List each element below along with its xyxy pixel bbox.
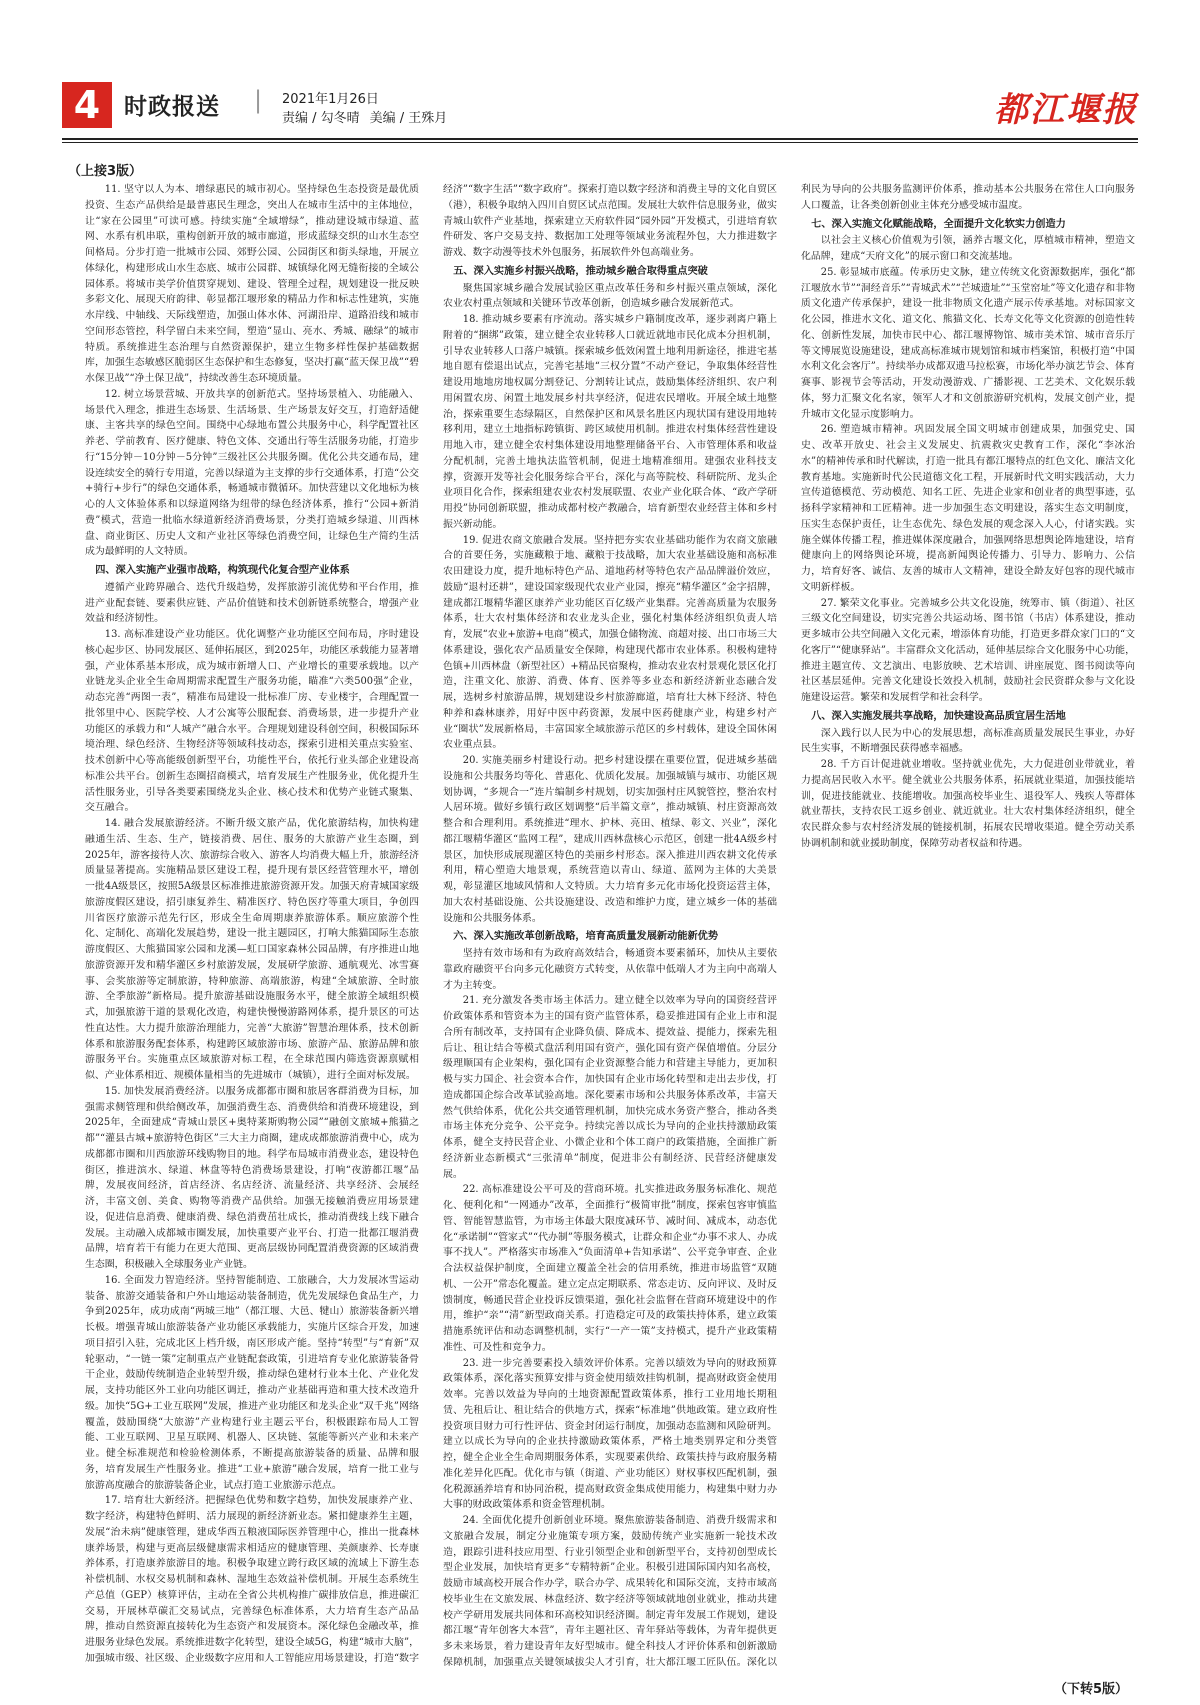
- paragraph: 18. 推动城乡要素有序流动。落实城乡户籍制度改革，逐步剥离户籍上附着的“捆绑”政策，建立健全农业转移人口就近就地市民化成本分担机制，引导农业转移人口落户城镇。探索城乡低效闲置土地利用新途径，推进宅基地自愿有偿退出试点，完善宅基地“三权分置”不动产登记，争取集体经营性建设用地地房地权属分割登记、分割转让试点，鼓励集体经济组织、农户利用闲置农房、闲置土地发展乡村共享经济，促进农民增收。开展全域土地整治，探索重要生态绿隔区，自然保护区和风景名胜区内现状国有建设用地转移利用，建立土地指标跨镇街、跨区域使用机制。推进农村集体经营性建设用地入市，建立健全农村集体建设用地整理储备平台、入市管理体系和收益分配机制，完善土地执法监管机制，促进土地精准细用。建强农业科技支撑，资源开发等社会化服务综合平台，深化与高等院校、科研院所、龙头企业项目化合作，探索组建农业农村发展联盟、农业产业化联合体、“政产学研用投”协同创新联盟，推动成都村校产教融合，培育新型农业经营主体和乡村振兴新动能。: [443, 314, 777, 530]
- paragraph: 13. 高标准建设产业功能区。优化调整产业功能区空间布局，序时建设核心起步区、协同发展区、延伸拓展区，到2025年，功能区承载能力显著增强，产业体系基本形成，成为城市新增人口、产业增长的重要承载地。以产业链龙头企业全生命周期需求配置生产服务功能，瞄准“六类500强”企业，动态完善“两图一表”，精准布局建设一批标准厂房、专业楼宇，合理配置一批邻里中心、医院学校、人才公寓等公服配套、消费场景，进一步提升产业功能区的承载力和“人城产”融合水平。合理规划建设科创空间，积极国际环境治理、绿色经济、生物经济等领域科技动态，探索引进相关重点实验室、技术创新中心等高能级创新型平台，功能性平台，依托行业头部企业建设高标准公共平台。创新生态圈招商模式，培育发展生产性服务业，优化提升生活性服务业，引导各类要素围绕龙头企业、核心技术和优势产业链式聚集、交互融合。: [85, 629, 419, 814]
- paragraph: 28. 千方百计促进就业增收。坚持就业优先，大力促进创业带就业，着力提高居民收入水平。健全就业公共服务体系，拓展就业渠道，加强技能培训，促进技能就业、技能增收。加强高校毕业生、退役军人、残疾人等群体就业帮扶，支持农民工返乡创业、就近就业。壮大农村集体经济组织，健全农民群众参与农村经济发展的链接机制，拓展农民增收渠道。健全劳动关系协调机制和就业援助制度，保障劳动者权益和待遇。: [801, 759, 1135, 849]
- page-number: 4: [62, 82, 112, 128]
- section-heading: 六、深入实施改革创新战略，培育高质量发展新动能新优势: [453, 931, 719, 943]
- paragraph: 遵循产业跨界融合、迭代升级趋势，发挥旅游引流优势和平台作用，推进产业配套链、要素供应链、产品价值链和技术创新链系统整合，增强产业效益和经济韧性。: [85, 581, 419, 625]
- paragraph: 19. 促进农商文旅融合发展。坚持把夯实农业基础功能作为农商文旅融合的首要任务，实施藏粮于地、藏粮于技战略，加大农业基础设施和高标准农田建设力度，提升地标特色产品、道地药材等特色农产品品牌溢价效应，鼓励“退村还耕”，建设国家级现代农业产业园，擦亮“精华灌区”金字招牌，建成都江堰精华灌区康养产业功能区百亿级产业集群。完善高质量为农服务体系，壮大农村集体经济和农业龙头企业，强化村集体经济组织负责人培育，发展“农业+旅游+电商”模式，加强仓储物流、商超对接、出口市场三大体系建设，强化农产品质量安全保障，构建现代都市农业体系。积极构建特色镇+川西林盘（新型社区）+精品民宿聚构，推动农业农村景观化景区化打造，注重文化、旅游、消费、体育、医养等多业态和新经济新业态融合发展，选树乡村旅游品牌，规划建设乡村旅游廊道，培育壮大林下经济、特色种养和森林康养，用好中医中药资源，发展中医药健康产业，构建乡村产业“圈状”发展新格局，丰富国家全域旅游示范区的乡村载体，建设全国休闲农业重点县。: [443, 534, 777, 751]
- header-rule-thin: [62, 142, 1138, 143]
- article-body: [85, 182, 1135, 1672]
- issue-date: 2021年1月26日: [282, 92, 379, 107]
- paragraph: 17. 培育壮大新经济。把握绿色优势和数字趋势，加快发展康养产业、数字经济，构建特色鲜明、活力展现的新经济新业态。紧扣健康养生主题，发展“治未病”健康管理，建成华西五粮液国际医养管理中心，推出一批森林康养场景，构建与更高层级健康需求相适应的健康管理、美颜康养、长寿康养体系，打造康养旅游目的地。积极争取建立跨行政区域的流域上下游生态补偿机制、水权交易机制和森林、湿地生态效益补偿机制。开展生态系统生产总值（GEP）核算评估，主动在全省公共机构推广碳排放信息，推进碳汇交易，开展林草碳汇交易试点，完善绿色标准体系，大力培育生态产品品牌，推动自然资源直接转化为生态资产和发展资本。深化绿色金融改革，推进服务业绿色发展。系统推进数字化转型，建设全域5G，构建“城市大脑”，加强城市级、社区级、企业级数字应用和人工智能应用场景建设，打造“数字经济”“数字生活”“数字政府”。探索打造以数字经济和消费主导的文化自贸区（港），积极争取纳入四川自贸区试点范围。发展壮大软件信息服务业，做实青城山软件产业基地，探索建立天府软件园“园外园”开发模式，引进培育软件研发、客户交易支持、数据加工处理等领域业务流程外包，大力推进数字游戏、数字动漫等技术外包服务，拓展软件外包高端业务。: [85, 184, 777, 1664]
- paragraph: 20. 实施美丽乡村建设行动。把乡村建设摆在重要位置，促进城乡基础设施和公共服务均等化、普惠化、优质化发展。加强城镇与城市、功能区规划协调，“多规合一”连片编制乡村规划，切实加强村庄风貌管控，整治农村人居环境。做好乡镇行政区划调整“后半篇文章”，推动城镇、村庄资源高效整合和合理利用。系统推进“理水、护林、亮田、植绿、彰文、兴业”，深化都江堰精华灌区“监网工程”，建成川西林盘核心示范区，创建一批4A级乡村景区，加快形成展现灌区特色的美丽乡村形态。深入推进川西农耕文化传承利用，精心塑造大地景观，系统营造以青山、绿道、蓝网为主体的大美景观，彰显灌区地域风情和人文特质。大力培育多元化市场化投资运营主体，加大农村基础设施、公共设施建设、改造和维护力度，建立城乡一体的基础设施和公共服务体系。: [443, 755, 777, 924]
- paragraph: 深入践行以人民为中心的发展思想，高标准高质量发展民生事业，办好民生实事，不断增强民获得感幸福感。: [801, 727, 1135, 755]
- editor-credit: 责编 / 勾冬晴: [282, 111, 360, 126]
- paragraph: 以社会主义核心价值观为引领，涵养古堰文化，厚植城市精神，塑造文化品牌，建成“天府文化”的展示窗口和交流基地。: [801, 235, 1135, 262]
- paragraph: 11. 坚守以人为本、增绿惠民的城市初心。坚持绿色生态投资是最优质投资、生态产品供给是最普惠民生理念，突出人在城市生活中的主体地位，让“家在公园里”可读可感。持续实施“全域增绿”，推动建设城市绿道、蓝网、水系有机串联，重构创新开放的城市廊道，形成蓝绿交织的山水生态空间格局。分步打造一批城市公园、郊野公园、公园街区和街头绿地，开展立体绿化，构建形成山水生态底、城市公园群、城镇绿化网无缝衔接的全域公园体系。将城市美学价值贯穿规划、建设、管理全过程，规划建设一批反映多彩文化、展现天府韵律、彰显都江堰形象的精品力作和标志性建筑，实施水岸线、中轴线、天际线塑造，加强山体水体、河湖沿岸、道路沿线和城市空间形态管控，科学留白未来空间，塑造“显山、亮水、秀城、融绿”的城市特质。系统推进生态治理与自然资源保护，建立生物多样性保护基础数据库，加强生态敏感区脆弱区生态保护和生态修复，坚决打赢“蓝天保卫战”“碧水保卫战”“净土保卫战”，持续改善生态环境质量。: [85, 184, 419, 384]
- section-heading: 五、深入实施乡村振兴战略，推动城乡融合取得重点突破: [453, 265, 708, 277]
- paragraph: 聚焦国家城乡融合发展试验区重点改革任务和乡村振兴重点领域，深化农业农村重点领域和关键环节改革创新，创造城乡融合发展新范式。: [443, 282, 777, 310]
- paragraph: 24. 全面优化提升创新创业环境。聚焦旅游装备制造、消费升级需求和文旅融合发展，制定分业施策专项方案，鼓励传统产业实施新一轮技术改造，跟踪引进科技应用型、行业引领型企业和创新型平台，支持初创型成长型企业发展，加快培育更多“专精特新”企业。积极引进国际国内知名高校，鼓励市域高校开展合作办学，联合办学、成果转化和国际交流，支持市域高校毕业生在文旅发展、林盘经济、数字经济等领域就地创业就业，推动共建校产学研用发展共同体和环高校知识经济圈。制定青年发展工作规划，建设都江堰“青年创客大本营”，青年主题社区、青年驿站等载体，为青年提供更多未来场景，着力建设青年友好型城市。健全科技人才评价体系和创新激励保障机制，加强重点关键领域拔尖人才引育，壮大都江堰工匠队伍。深化以利民为导向的公共服务监测评价体系，推动基本公共服务在常住人口向服务人口覆盖，让各类创新创业主体充分感受城市温度。: [443, 184, 1135, 1668]
- section-heading: 四、深入实施产业强市战略，构筑现代化复合型产业体系: [95, 565, 350, 576]
- header-rule: [62, 138, 1138, 140]
- paragraph: 25. 彰显城市底蕴。传承历史文脉，建立传统文化资源数据库，强化“都江堰放水节”“洞经音乐”“青城武术”“芒城遗址”“玉堂窑址”等文化遗存和非物质文化遗产传承保护，建设一批非物质文化遗产展示传承基地。对标国家文化公园，推进水文化、道文化、熊猫文化、长寿文化等文化资源的创造性转化、创新性发展，加快市民中心、都江堰博物馆、城市美术馆、城市音乐厅等文博展览设施建设，建成高标准城市规划馆和城市档案馆，积极打造“中国水利文化会客厅”。持续举办成都双遗马拉松赛，市场化举办演艺节会、体育赛事、影视节会等活动，开发动漫游戏、广播影视、工艺美术、文化娱乐载体，努力汇聚文化名家，领军人才和文创旅游研究机构，发展文创产业，提升城市文化显示度影响力。: [801, 266, 1135, 420]
- paragraph: 12. 树立场景营城、开放共享的创新范式。坚持场景植入、功能融入、场景代入理念，推进生态场景、生活场景、生产场景友好交互，打造舒适健康、主客共享的绿色空间。围绕中心绿地布置公共服务中心，科学配置社区养老、学前教育、医疗健康、特色文体、交通出行等生活服务功能，打造步行“15分钟－10分钟－5分钟”三级社区公共服务圈。优化公共交通布局，建设连续安全的骑行专用道，完善以绿道为主支撑的步行交通体系，打造“公交+骑行+步行”的绿色交通体系，畅通城市微循环。加快营建以文化地标为核心的人文体验体系和以绿道网络为纽带的绿色经济体系，推行“公园+新消费”模式，营造一批临水绿道新经济消费场景，分类打造城乡绿道、川西林盘、商业街区、历史人文和产业社区等绿色消费空间，让绿色生产简约生活成为最鲜明的人文特质。: [85, 388, 419, 558]
- designer-credit: 美编 / 王殊月: [369, 111, 448, 126]
- paragraph: 27. 繁荣文化事业。完善城乡公共文化设施，统筹市、镇（街道）、社区三级文化空间建设，切实完善公共运动场、图书馆（书店）体系建设，推动更多城市公共空间融入文化元素，增添体育功能，打造更多群众家门口的“文化客厅”“健康驿站”。丰富群众文化活动，延伸基层综合文化服务中心功能，推进主题宣传、文艺演出、电影放映、艺术培训、讲座展览、图书阅读等向社区基层延伸。完善文化建设长效投入机制，鼓励社会民资群众参与文化设施建设运营。繁荣和发展哲学和社会科学。: [801, 597, 1135, 703]
- paragraph: 14. 融合发展旅游经济。不断升级文旅产品，优化旅游结构，加快构建融通生活、生态、生产，链接消费、居住、服务的大旅游产业生态圈，到2025年，游客接待人次、旅游综合收入、游客人均消费大幅上升，旅游经济质量显著提高。实施精品景区建设工程，提升现有景区经营管理水平，增创一批4A级景区，按照5A级景区标准推进旅游资源开发。加强天府青城国家级旅游度假区建设，招引康复养生、精准医疗、特色医疗等重大项目，争创四川省医疗旅游示范先行区，形成全生命周期康养旅游体系。顺应旅游个性化、定制化、高端化发展趋势，建设一批主题园区，打响大熊猫国际生态旅游度假区、大熊猫国家公园和龙溪—虹口国家森林公园品牌，有序推进山地旅游资源开发和精华灌区乡村旅游发展，发展研学旅游、通航观光、冰雪赛事、会奖旅游等定制旅游，特种旅游、高端旅游，构建“全域旅游、全时旅游、全季旅游”新格局。提升旅游基础设施服务水平，健全旅游全域组织模式，加强旅游干道的景观化改造，构建快慢慢游路网体系，提升景区的可达性直达性。大力提升旅游治理能力，完善“大旅游”智慧治理体系，技术创新体系和旅游服务配套体系，构建跨区域旅游市场、旅游产品、旅游品牌和旅游服务平台。实施重点区域旅游对标工程，在全球范围内筛选资源禀赋相似、产业体系相近、规模体量相当的先进城市（城镇），进行全面对标发展。: [85, 818, 419, 1081]
- paragraph: 15. 加快发展消费经济。以服务成都都市圈和旅居客群消费为目标，加强需求侧管理和供给侧改革，加强消费生态、消费供给和消费环境建设，到2025年，全面建成“青城山景区+奥特莱斯购物公园”“融创文旅城+熊猫之都”“灌县古城+旅游特色街区”三大主力商圈，建成成都旅游消费中心，成为成都都市圈和川西旅游环线购物目的地。科学布局城市消费业态，建设特色街区，推进滨水、绿道、林盘等特色消费场景建设，打响“夜游都江堰”品牌，发展夜间经济，首店经济、名店经济、流量经济、共享经济、会展经济，丰富文创、美食、购物等消费产品供给。加强无接触消费应用场景建设，促进信息消费、健康消费、绿色消费茁壮成长，推动消费线上线下融合发展。主动融入成都城市圈发展，加快重要产业平台、打造一批都江堰消费品牌，培育若干有能力在更大范围、更高层级协同配置消费资源的区域消费生态圈，积极融入全球服务业产业链。: [85, 1085, 419, 1270]
- section-heading: 七、深入实施文化赋能战略，全面提升文化软实力创造力: [811, 218, 1066, 230]
- newspaper-logo: 都江堰报: [994, 90, 1138, 130]
- section-heading: 八、深入实施发展共享战略，加快建设高品质宜居生活地: [811, 710, 1066, 722]
- paragraph: 26. 塑造城市精神。巩固发展全国文明城市创建成果，加强党史、国史、改革开放史、社会主义发展史、抗震救灾史教育工作，深化“李冰治水”的精神传承和时代解读，打造一批具有都江堰特点的红色文化、廉洁文化教育基地。实施新时代公民道德文化工程，开展新时代文明实践活动，大力宣传道德模范、劳动模范、知名工匠、先进企业家和创业者的典型事迹，弘扬科学家精神和工匠精神。进一步加强生态文明建设，落实生态文明制度，压实生态保护责任，让生态优先、绿色发展的观念深入人心，付诸实践。实施全媒体传播工程，推进媒体深度融合，加强网络思想舆论阵地建设，培育健康向上的网络舆论环境，提高新闻舆论传播力、引导力、影响力、公信力，培育好客、诚信、友善的城市人文精神，建设全龄友好包容的现代城市文明新样板。: [801, 424, 1135, 593]
- editor-credits: [282, 107, 457, 126]
- paragraph: 21. 充分激发各类市场主体活力。建立健全以效率为导向的国资经营评价政策体系和管资本为主的国有资产监管体系，稳妥推进国有企业上市和混合所有制改革，支持国有企业降负债、降成本、提效益、提能力，探索先租后让、租让结合等模式盘活利用国有资产，强化国有资产保值增值。分层分级理顺国有企业架构，强化国有企业资源整合能力和营建主导能力，更加积极与实力国企、社会资本合作，加快国有企业市场化转型和走出去步伐，打造成都国企综合改革试验高地。深化要素市场和公共服务体系改革，丰富天然气供给体系，优化公共交通管理机制，加快完成水务资产整合，推动各类市场主体充分竞争、公平竞争。持续完善以成长为导向的企业扶持激励政策体系，健全支持民营企业、小微企业和个体工商户的政策措施，全面推广新经济新业态新模式“三张清单”制度，促进非公有制经济、民营经济健康发展。: [443, 995, 777, 1180]
- masthead: [62, 80, 1138, 130]
- paragraph: 23. 进一步完善要素投入绩效评价体系。完善以绩效为导向的财政预算政策体系，深化落实预算安排与资金使用绩效挂钩机制，提高财政资金使用效率。完善以效益为导向的土地资源配置政策体系，推行工业用地长期租赁、先租后让、租让结合的供地方式，探索“标准地”供地政策。建立政府性投资项目财力可行性评估、资金封闭运行制度，加强动态监测和风险研判。建立以成长为导向的企业扶持激励政策体系，严格土地类别界定和分类管控，健全企业全生命周期服务体系，实现要素供给、政策扶持与政府服务精准化差异化匹配。优化市与镇（街道、产业功能区）财权事权匹配机制，强化税源涵养培育和协同治税，提高财政资金集成使用能力，构建集中财力办大事的财政政策体系和资金管理机制。: [443, 1357, 777, 1511]
- continued-from-note: （上接3版）: [68, 164, 143, 179]
- section-title: 时政报送: [124, 94, 220, 120]
- header-separator: |: [254, 86, 263, 114]
- paragraph: 16. 全面发力智造经济。坚持智能制造、工旅融合，大力发展冰雪运动装备、旅游交通装备和户外山地运动装备制造，优先发展绿色食品生产，力争到2025年，成功成南“两城三地”（都江堰、大邑、犍山）旅游装备新兴增长极。增强青城山旅游装备产业功能区承载能力，实施片区综合开发，加速项目招引入驻，完成北区上档升级，南区形成产能。坚持“转型”与“育新”双轮驱动，“一链一策”定制重点产业链配套政策，引进培育专业化旅游装备骨干企业，鼓励传统制造企业转型升级，推动绿色建材行业本土化、产业化发展，支持功能区外工业向功能区调迁，推动产业基础再造和重大技术改造升级。加快“5G+工业互联网”发展，推进产业功能区和龙头企业“双千兆”网络覆盖，鼓励围绕“大旅游”产业构建行业主题云平台，积极跟踪布局人工智能、工业互联网、卫星互联网、机器人、区块链、氢能等新兴产业和未来产业。健全标准规范和检验检测体系，不断提高旅游装备的质量、品牌和服务，培育发展生产性服务业。推进“工业+旅游”融合发展，培育一批工业与旅游高度融合的旅游装备企业，试点打造工业旅游示范点。: [85, 1274, 419, 1491]
- paragraph: 坚持有效市场和有为政府高效结合，畅通资本要素循环，加快从主要依靠政府融资平台向多元化融资方式转变，从依靠中低端人才为主向中高端人才为主转变。: [443, 948, 777, 991]
- continued-to-note: （下转5版）: [1053, 1682, 1128, 1697]
- paragraph: 22. 高标准建设公平可及的营商环境。扎实推进政务服务标准化、规范化、便利化和“一网通办”改革，全面推行“极简审批”制度，探索包容审慎监管、智能智慧监管，为市场主体最大限度减环节、减时间、减成本，动态优化“承诺制”“管家式”“代办制”等服务模式，让群众和企业“办事不求人、办成事不找人”。严格落实市场准入“负面清单+告知承诺”、公平竞争审查、企业合法权益保护制度，全面建立覆盖全社会的信用系统，推进市场监管“双随机、一公开”常态化覆盖。建立定点定期联系、常态走访、反向评议、及时反馈制度，畅通民营企业投诉反馈渠道，强化社会监督在营商环境建设中的作用，维护“亲”“清”新型政商关系。打造稳定可及的政策扶持体系，建立政策措施系统评估和动态调整机制，实行“一产一策”支持模式，提升产业政策精准性、可及性和竞争力。: [443, 1184, 777, 1353]
